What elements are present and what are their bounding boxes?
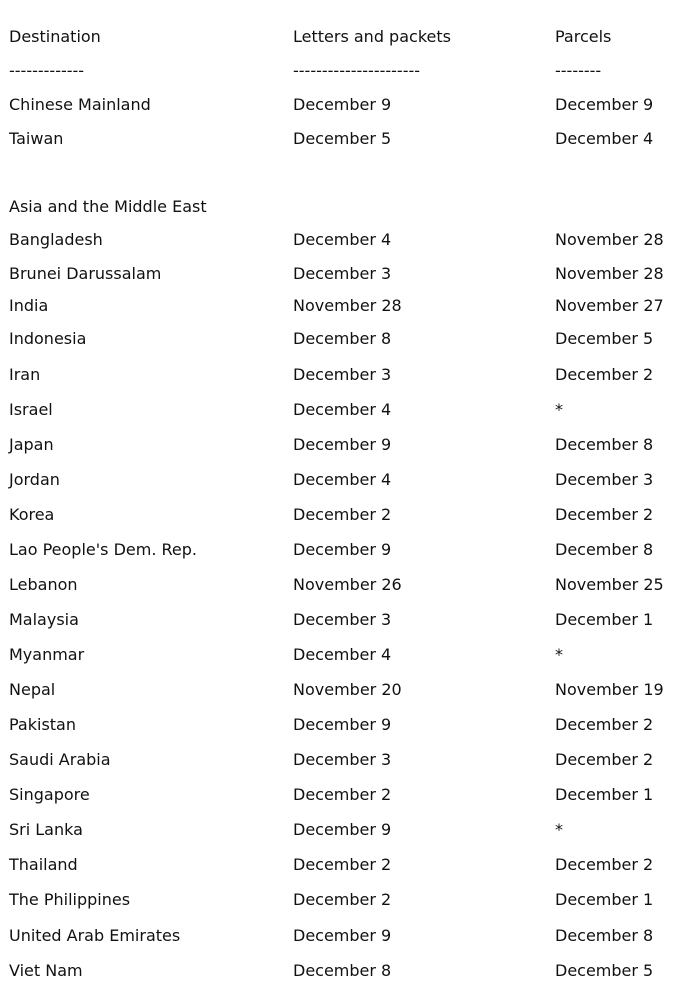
destination-cell: Saudi Arabia [9,750,111,769]
destination-cell: Malaysia [9,610,79,629]
letters-cell: December 9 [293,926,392,945]
table-row [0,818,678,842]
letters-cell: December 9 [293,435,392,454]
table-row [0,888,678,912]
parcels-cell: December 2 [555,855,654,874]
parcels-cell: December 1 [555,890,654,909]
destination-cell: Singapore [9,785,90,804]
table-row [0,959,678,983]
parcels-cell: November 27 [555,296,664,315]
table-row [0,398,678,422]
parcels-cell: November 19 [555,680,664,699]
letters-cell: December 8 [293,329,392,348]
parcels-cell: December 4 [555,129,654,148]
letters-cell: December 3 [293,365,392,384]
parcels-cell: December 8 [555,540,654,559]
table-row [0,327,678,351]
letters-cell: December 9 [293,820,392,839]
table-row [0,93,678,117]
letters-cell: December 2 [293,505,392,524]
table-row [0,127,678,151]
letters-cell: November 26 [293,575,402,594]
letters-cell: December 9 [293,715,392,734]
table-row [0,608,678,632]
parcels-cell: * [555,400,563,419]
letters-cell: December 2 [293,890,392,909]
letters-cell: December 9 [293,540,392,559]
letters-cell: December 2 [293,855,392,874]
table-row [0,262,678,286]
section-heading: Asia and the Middle East [9,197,207,216]
parcels-cell: December 8 [555,435,654,454]
destination-cell: Sri Lanka [9,820,83,839]
parcels-header: Parcels [555,27,612,46]
table-row [0,538,678,562]
header-row [0,25,678,49]
parcels-cell: * [555,645,563,664]
table-row [0,503,678,527]
letters-cell: December 3 [293,610,392,629]
destination-cell: Japan [9,435,54,454]
table-row [0,643,678,667]
destination-cell: Thailand [9,855,78,874]
table-row [0,853,678,877]
letters-cell: November 28 [293,296,402,315]
parcels-cell: December 5 [555,329,654,348]
destination-cell: Jordan [9,470,60,489]
section-heading-row [0,195,678,219]
parcels-cell: December 3 [555,470,654,489]
destination-cell: Viet Nam [9,961,83,980]
parcels-cell: December 2 [555,505,654,524]
table-row [0,713,678,737]
parcels-cell: December 5 [555,961,654,980]
destination-header: Destination [9,27,101,46]
divider-row [0,59,678,83]
table-row [0,363,678,387]
table-row [0,294,678,318]
destination-cell: Indonesia [9,329,87,348]
destination-cell: Lebanon [9,575,78,594]
destination-cell: Israel [9,400,53,419]
destination-cell: United Arab Emirates [9,926,181,945]
parcels-cell: December 2 [555,750,654,769]
parcels-cell: December 2 [555,715,654,734]
table-row [0,783,678,807]
letters-cell: December 3 [293,750,392,769]
destination-cell: Brunei Darussalam [9,264,162,283]
letters-cell: December 4 [293,400,392,419]
destination-cell: India [9,296,49,315]
letters-cell: December 4 [293,470,392,489]
parcels-cell: * [555,820,563,839]
parcels-cell: November 28 [555,264,664,283]
letters-cell: December 4 [293,645,392,664]
destination-cell: Taiwan [9,129,64,148]
letters-cell: December 3 [293,264,392,283]
parcels-cell: November 28 [555,230,664,249]
letters-cell: December 9 [293,95,392,114]
parcels-cell: December 9 [555,95,654,114]
parcels-cell: December 2 [555,365,654,384]
table-row [0,573,678,597]
parcels-cell: December 8 [555,926,654,945]
table-row [0,748,678,772]
letters-header: Letters and packets [293,27,451,46]
parcels-cell: December 1 [555,785,654,804]
destination-cell: Chinese Mainland [9,95,151,114]
parcels-cell: December 1 [555,610,654,629]
letters-cell: December 5 [293,129,392,148]
letters-divider: ---------------------- [293,61,421,80]
destination-cell: Myanmar [9,645,85,664]
letters-cell: November 20 [293,680,402,699]
letters-cell: December 2 [293,785,392,804]
destination-cell: Bangladesh [9,230,103,249]
parcels-cell: November 25 [555,575,664,594]
destination-cell: Iran [9,365,41,384]
table-row [0,228,678,252]
destination-cell: Lao People's Dem. Rep. [9,540,197,559]
letters-cell: December 8 [293,961,392,980]
table-row [0,433,678,457]
table-row [0,924,678,948]
table-row [0,678,678,702]
destination-divider: ------------- [9,61,85,80]
destination-cell: Pakistan [9,715,76,734]
destination-cell: Korea [9,505,55,524]
parcels-divider: -------- [555,61,602,80]
letters-cell: December 4 [293,230,392,249]
destination-cell: Nepal [9,680,56,699]
table-row [0,468,678,492]
destination-cell: The Philippines [9,890,131,909]
